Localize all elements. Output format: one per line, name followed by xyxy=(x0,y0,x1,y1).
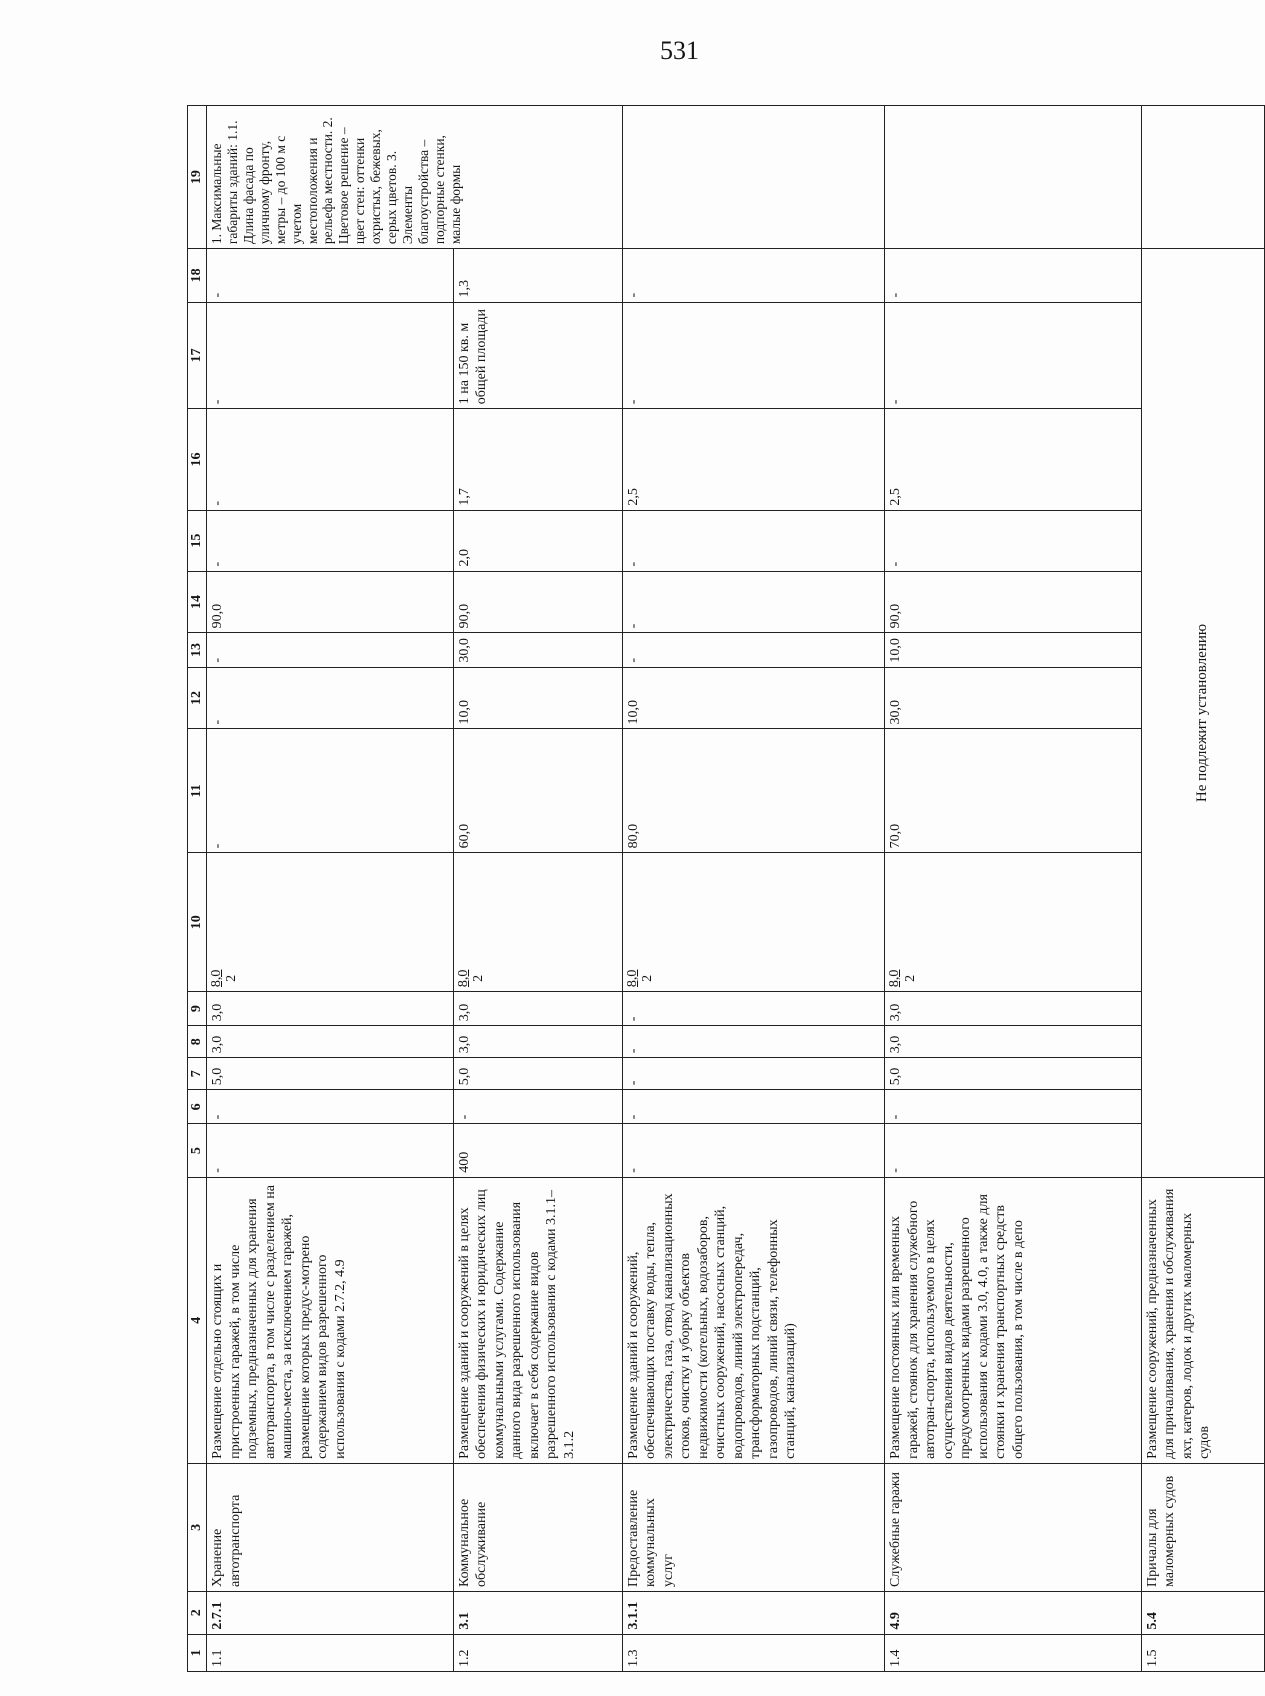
cell-c16: 2,5 xyxy=(885,409,1141,510)
cell-c8: - xyxy=(622,1026,885,1058)
cell-c10 xyxy=(207,853,454,992)
use-code: 3.1 xyxy=(453,1591,622,1634)
cell-c15: - xyxy=(885,510,1141,571)
use-name: Хранение автотранспорта xyxy=(207,1463,454,1591)
header-cell: 4 xyxy=(188,1177,207,1463)
header-cell: 14 xyxy=(188,571,207,633)
cell-c10 xyxy=(622,853,885,992)
cell-c14: 90,0 xyxy=(453,571,622,633)
cell-c6: - xyxy=(885,1090,1141,1124)
use-code: 5.4 xyxy=(1141,1591,1264,1634)
cell-c5: 400 xyxy=(453,1124,622,1177)
cell-c13: - xyxy=(622,633,885,667)
empty-notes-cell xyxy=(885,106,1141,249)
cell-c7: 5,0 xyxy=(207,1058,454,1090)
header-cell: 12 xyxy=(188,667,207,729)
notes-cell: 1. Максимальные габариты зданий: 1.1. Длина фасада по уличному фронту, метры – до 100 м с учетом местоположения и рельефа местности. 2. Цветовое решение – цвет стен: оттенки охристых, бежевых, серых цветов. 3. Элементы благоустройства – подпорные стенки, малые формы xyxy=(207,106,623,249)
cell-c9: 3,0 xyxy=(885,992,1141,1026)
cell-c11: 70,0 xyxy=(885,729,1141,853)
header-cell: 15 xyxy=(188,510,207,571)
cell-c13: 10,0 xyxy=(885,633,1141,667)
fraction-numerator: 8,0 xyxy=(887,969,903,988)
header-cell: 9 xyxy=(188,992,207,1026)
table-row xyxy=(885,106,1141,1672)
cell-c8: 3,0 xyxy=(207,1026,454,1058)
cell-c15: 2,0 xyxy=(453,510,622,571)
header-cell: 17 xyxy=(188,302,207,409)
use-name: Предоставление коммунальных услуг xyxy=(622,1463,885,1591)
cell-c6: - xyxy=(622,1090,885,1124)
fraction-numerator: 8,0 xyxy=(455,969,471,988)
use-description: Размещение зданий и сооружений в целях обеспечения физических и юридических лиц коммунальными услугами. Содержание данного вида разрешенного использования включает в себя содержание видов разрешенного использования с кодами 3.1.1–3.1.2 xyxy=(453,1177,622,1463)
fraction xyxy=(887,970,918,988)
use-code: 3.1.1 xyxy=(622,1591,885,1634)
cell-c15: - xyxy=(207,510,454,571)
cell-c5: - xyxy=(207,1124,454,1177)
cell-c7: - xyxy=(622,1058,885,1090)
cell-c18: 1,3 xyxy=(453,249,622,302)
fraction-denominator: 2 xyxy=(471,974,486,982)
fraction-numerator: 8,0 xyxy=(209,969,224,988)
header-cell: 5 xyxy=(188,1124,207,1177)
row-number: 1.2 xyxy=(453,1634,622,1671)
header-cell: 3 xyxy=(188,1463,207,1591)
cell-c11: 80,0 xyxy=(622,729,885,853)
cell-c16: 2,5 xyxy=(622,409,885,510)
cell-c12: - xyxy=(207,667,454,729)
rotated-table-wrapper xyxy=(187,105,1265,1672)
cell-c12: 10,0 xyxy=(453,667,622,729)
cell-c17: - xyxy=(207,302,454,409)
header-cell: 1 xyxy=(188,1634,207,1671)
cell-c12: 30,0 xyxy=(885,667,1141,729)
cell-c18: - xyxy=(885,249,1141,302)
cell-c14: 90,0 xyxy=(207,571,454,633)
fraction xyxy=(209,970,240,988)
fraction-denominator: 2 xyxy=(224,974,240,982)
land-use-table xyxy=(187,105,1265,1672)
fraction-numerator: 8,0 xyxy=(624,969,640,988)
cell-c17: - xyxy=(885,302,1141,409)
cell-c14: - xyxy=(622,571,885,633)
use-code: 4.9 xyxy=(885,1591,1141,1634)
cell-c11: 60,0 xyxy=(453,729,622,853)
header-cell: 7 xyxy=(188,1058,207,1090)
header-cell: 6 xyxy=(188,1090,207,1124)
cell-c6: - xyxy=(453,1090,622,1124)
header-cell: 8 xyxy=(188,1026,207,1058)
cell-c7: 5,0 xyxy=(885,1058,1141,1090)
fraction-denominator: 2 xyxy=(902,974,918,982)
cell-c8: 3,0 xyxy=(453,1026,622,1058)
empty-notes-cell xyxy=(1141,106,1264,249)
fraction xyxy=(625,970,656,988)
table-row xyxy=(622,106,885,1672)
cell-c13: - xyxy=(207,633,454,667)
cell-c17: 1 на 150 кв. м общей площади xyxy=(453,302,622,409)
header-cell: 2 xyxy=(188,1591,207,1634)
cell-c10 xyxy=(453,853,622,992)
table-row xyxy=(1141,106,1264,1672)
row-number: 1.4 xyxy=(885,1634,1141,1671)
cell-c10 xyxy=(885,853,1141,992)
header-cell: 18 xyxy=(188,249,207,302)
use-code: 2.7.1 xyxy=(207,1591,454,1634)
use-name: Коммунальное обслуживание xyxy=(453,1463,622,1591)
header-cell: 19 xyxy=(188,106,207,249)
header-cell: 13 xyxy=(188,633,207,667)
use-description: Размещение зданий и сооружений, обеспечивающих поставку воды, тепла, электричества, газа, отвод канализационных стоков, очистку и уборку объектов недвижимости (котельных, водозаборов, очистных сооружений, насосных станций, водопроводов, линий электропередач, трансформаторных подстанций, газопроводов, линий связи, телефонных станций, канализаций) xyxy=(622,1177,885,1463)
not-applicable-cell: Не подлежит установлению xyxy=(1141,249,1264,1178)
empty-notes-cell xyxy=(622,106,885,249)
cell-c15: - xyxy=(622,510,885,571)
cell-c5: - xyxy=(885,1124,1141,1177)
cell-c16: 1,7 xyxy=(453,409,622,510)
fraction-denominator: 2 xyxy=(639,974,655,982)
cell-c18: - xyxy=(622,249,885,302)
header-row xyxy=(188,106,207,1672)
cell-c16: - xyxy=(207,409,454,510)
cell-c12: 10,0 xyxy=(622,667,885,729)
cell-c11: - xyxy=(207,729,454,853)
header-cell: 10 xyxy=(188,853,207,992)
use-description: Размещение постоянных или временных гаражей, стоянок для хранения служебного автотран-спорта, используемого в целях осуществления видов деятельности, предусмотренных видами разрешенного использования с кодами 3.0, 4.0, а также для стоянки и хранения транспортных средств общего пользования, в том числе в депо xyxy=(885,1177,1141,1463)
row-number: 1.1 xyxy=(207,1634,454,1671)
use-name: Служебные гаражи xyxy=(885,1463,1141,1591)
cell-c6: - xyxy=(207,1090,454,1124)
cell-c14: 90,0 xyxy=(885,571,1141,633)
cell-c9: - xyxy=(622,992,885,1026)
cell-c5: - xyxy=(622,1124,885,1177)
table-row xyxy=(453,106,622,1672)
table-row xyxy=(207,106,454,1672)
row-number: 1.3 xyxy=(622,1634,885,1671)
header-cell: 16 xyxy=(188,409,207,510)
header-cell: 11 xyxy=(188,729,207,853)
use-name: Причалы для маломерных судов xyxy=(1141,1463,1264,1591)
page-number: 531 xyxy=(660,36,699,65)
fraction xyxy=(456,970,487,988)
use-description: Размещение сооружений, предназначенных для причаливания, хранения и обслуживания яхт, катеров, лодок и других маломерных судов xyxy=(1141,1177,1264,1463)
cell-c17: - xyxy=(622,302,885,409)
cell-c13: 30,0 xyxy=(453,633,622,667)
cell-c9: 3,0 xyxy=(207,992,454,1026)
cell-c8: 3,0 xyxy=(885,1026,1141,1058)
cell-c9: 3,0 xyxy=(453,992,622,1026)
cell-c7: 5,0 xyxy=(453,1058,622,1090)
use-description: Размещение отдельно стоящих и пристроенных гаражей, в том числе подземных, предназначенных для хранения автотранспорта, в том числе с разделением на машино-места, за исключением гаражей, размещение которых предус-мотрено содержанием видов разрешенного использования с кодами 2.7.2, 4.9 xyxy=(207,1177,454,1463)
cell-c18: - xyxy=(207,249,454,302)
row-number: 1.5 xyxy=(1141,1634,1264,1671)
